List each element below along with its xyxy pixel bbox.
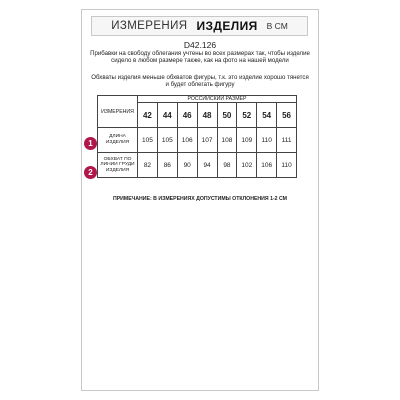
- table-cell: 106: [257, 153, 277, 178]
- table-cell: 111: [277, 128, 297, 153]
- size-50: 50: [217, 103, 237, 128]
- table-cell: 90: [177, 153, 197, 178]
- measurements-header: ИЗМЕРЕНИЯ: [98, 96, 138, 128]
- table-cell: 110: [277, 153, 297, 178]
- row-number-badge-1: 1: [84, 137, 97, 150]
- russian-size-header: РОССИЙСКИЙ РАЗМЕР: [138, 96, 297, 103]
- table-cell: 109: [237, 128, 257, 153]
- title-bar: [91, 16, 308, 36]
- table-row-length: [98, 128, 297, 153]
- row-number-badge-2: 2: [84, 166, 97, 179]
- size-54: 54: [257, 103, 277, 128]
- table-cell: 86: [157, 153, 177, 178]
- product-sku: D42.126: [183, 40, 217, 50]
- table-cell: 98: [217, 153, 237, 178]
- title-unit: В СМ: [266, 21, 288, 31]
- table-cell: 82: [138, 153, 158, 178]
- table-cell: 94: [197, 153, 217, 178]
- size-48: 48: [197, 103, 217, 128]
- table-cell: 105: [157, 128, 177, 153]
- table-cell: 105: [138, 128, 158, 153]
- size-52: 52: [237, 103, 257, 128]
- size-46: 46: [177, 103, 197, 128]
- size-table: [97, 95, 297, 178]
- row-label-length: ДЛИНА ИЗДЕЛИЯ: [98, 128, 138, 153]
- size-header-row: [98, 96, 297, 103]
- title-word-measurements: ИЗМЕРЕНИЯ: [111, 20, 188, 32]
- footnote: ПРИМЕЧАНИЕ: В ИЗМЕРЕНИЯХ ДОПУСТИМЫ ОТКЛОНЕНИЯ 1-2 СМ: [112, 196, 288, 202]
- title-word-garment: ИЗДЕЛИЯ: [196, 19, 258, 33]
- size-56: 56: [277, 103, 297, 128]
- table-row-chest: [98, 153, 297, 178]
- fit-note: Прибавки на свободу облегания учтены во всех размерах так, чтобы изделие сидело в любом размере также, как на фото на нашей модели: [90, 50, 310, 65]
- stretch-note: Обхваты изделия меньше обхватов фигуры, т.к. это изделие хорошо тянется и будет облегать фигуру: [91, 74, 309, 89]
- table-cell: 107: [197, 128, 217, 153]
- row-label-chest: ОБХВАТ ПО ЛИНИИ ГРУДИ ИЗДЕЛИЯ: [98, 153, 138, 178]
- table-cell: 102: [237, 153, 257, 178]
- size-42: 42: [138, 103, 158, 128]
- table-cell: 108: [217, 128, 237, 153]
- table-cell: 110: [257, 128, 277, 153]
- size-44: 44: [157, 103, 177, 128]
- table-cell: 106: [177, 128, 197, 153]
